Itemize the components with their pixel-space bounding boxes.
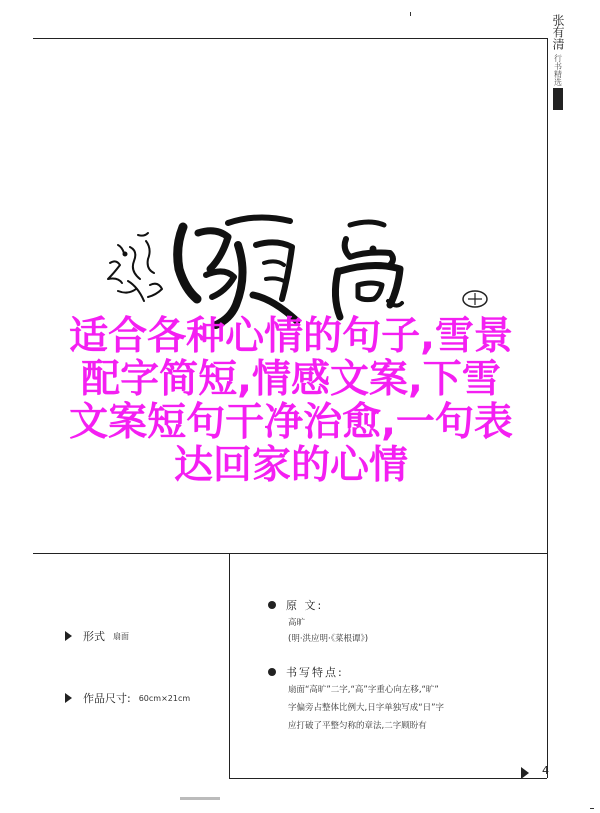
format-label: 形式 <box>83 630 105 643</box>
original-source: (明·洪应明·《菜根谭》) <box>288 634 369 644</box>
page-number: 4 <box>542 764 549 777</box>
spine-bar <box>553 88 563 110</box>
crop-mark <box>410 12 411 16</box>
features-section-heading <box>268 664 344 680</box>
size-value: 60cm×21cm <box>138 693 191 703</box>
headline-line: 配字简短,情感文案,下雪 <box>81 357 501 402</box>
page-arrow-icon <box>521 767 529 779</box>
triangle-bullet-icon <box>65 631 72 641</box>
headline-line: 适合各种心情的句子,雪景 <box>69 314 513 359</box>
features-line: 扇面“高旷”二字,“高”字重心向左移,“旷” <box>288 685 439 695</box>
features-line: 字偏旁占整体比例大,日字单独写成“日”字 <box>288 703 445 713</box>
top-rule <box>33 38 547 39</box>
size-label: 作品尺寸: <box>83 692 131 705</box>
crop-mark <box>590 808 594 809</box>
format-row <box>65 628 129 644</box>
dot-bullet-icon <box>268 601 276 609</box>
format-value: 扇面 <box>113 631 129 641</box>
middle-rule <box>33 553 547 554</box>
original-title: 原 文: <box>286 599 324 612</box>
headline-line: 文案短句干净治愈,一句表 <box>69 400 513 445</box>
headline-line: 达回家的心情 <box>173 443 408 488</box>
features-line: 应打破了平整匀称的章法,二字顾盼有 <box>288 721 427 731</box>
dot-bullet-icon <box>268 668 276 676</box>
headline <box>6 315 576 487</box>
triangle-bullet-icon <box>65 693 72 703</box>
original-section-heading <box>268 597 323 613</box>
size-row <box>65 690 190 706</box>
column-divider <box>229 553 230 778</box>
spine-title: 张有清 <box>551 14 565 50</box>
features-title: 书写特点: <box>286 666 344 679</box>
spine-subtitle: 行书精选 <box>553 54 563 86</box>
spine-title-block <box>547 14 569 132</box>
bottom-smudge <box>180 797 220 800</box>
original-text: 高旷 <box>288 618 306 628</box>
bottom-rule <box>229 778 547 779</box>
